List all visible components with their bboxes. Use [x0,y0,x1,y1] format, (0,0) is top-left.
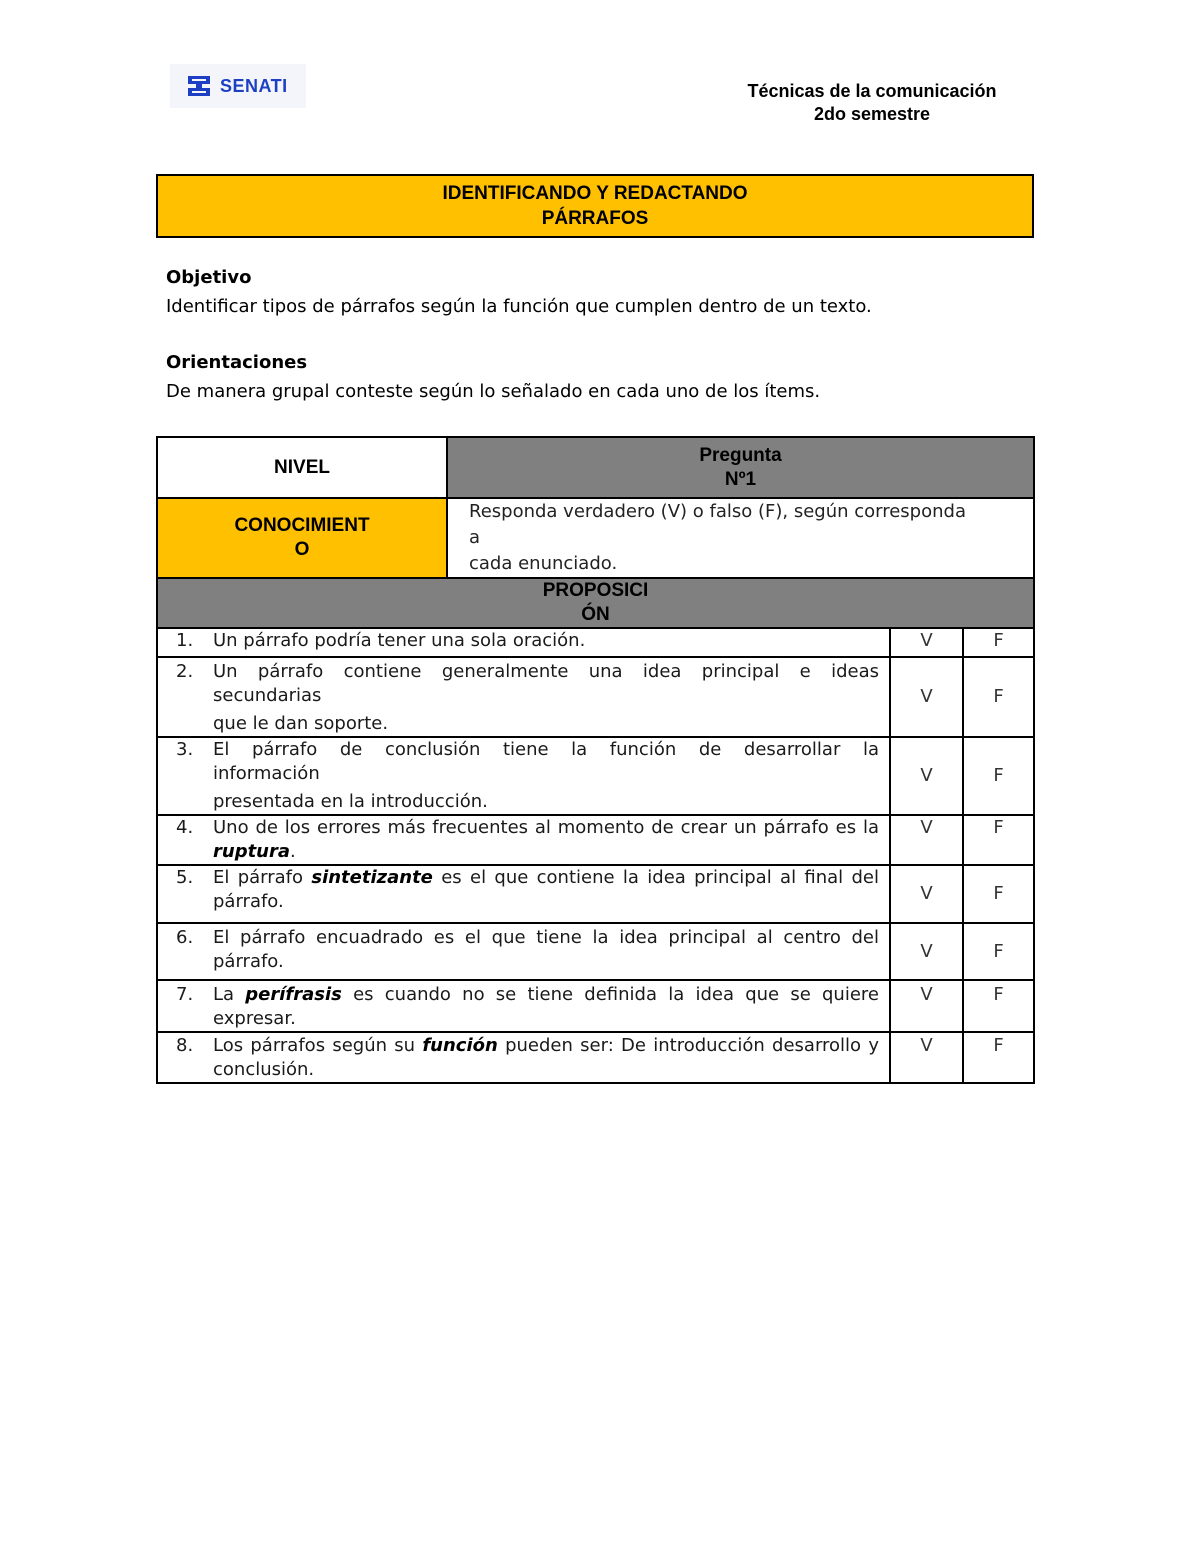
nivel-value-line-2: O [294,539,310,560]
orientations-text: De manera grupal conteste según lo señalado en cada uno de los ítems. [166,381,821,402]
table-row [157,657,1034,737]
false-option[interactable]: F [963,923,1034,980]
pregunta-label: Pregunta [699,444,782,466]
emphasized-term: sintetizante [311,867,433,888]
statement-text: El párrafo [213,867,312,888]
false-option[interactable]: F [963,865,1034,923]
proposicion-line-2: ÓN [581,604,610,625]
true-option[interactable]: V [890,737,963,815]
objective-text: Identificar tipos de párrafos según la función que cumplen dentro de un texto. [166,296,872,317]
item-number: 4. [176,817,194,838]
objective-heading: Objetivo [166,267,252,288]
true-option[interactable]: V [890,1032,963,1083]
proposicion-header [157,578,1034,628]
semester: 2do semestre [813,104,931,124]
false-option[interactable]: F [963,737,1034,815]
proposicion-row [157,578,1034,628]
item-number: 2. [176,661,194,682]
item-number: 6. [176,927,194,948]
table-row [157,923,1034,980]
statement-cell [157,923,890,980]
true-option[interactable]: V [890,980,963,1032]
table-row [157,980,1034,1032]
statement-text-end: . [290,841,296,862]
statement-text-end: es cuando no se tiene definida la idea que se quiere expresar. [213,984,879,1029]
orientations-section [166,350,820,405]
instruction-line-1: Responda verdadero (V) o falso (F), según corresponda [469,501,966,522]
nivel-value-line-1: CONOCIMIENT [234,515,370,536]
statement-text: Un párrafo podría tener una sola oración. [213,630,586,651]
emphasized-term: ruptura [213,841,291,862]
statement-text-end: es el que contiene la idea principal al final del párrafo. [213,867,880,912]
statement-cell [157,1032,890,1083]
senati-logo [170,64,306,108]
true-option[interactable]: V [890,657,963,737]
document-header [700,80,1044,126]
item-number: 7. [176,984,194,1005]
statement-text: La [213,984,246,1005]
table-row [157,815,1034,865]
pregunta-number: Nº1 [724,468,757,490]
item-number: 3. [176,739,194,760]
false-option[interactable]: F [963,657,1034,737]
statement-cell [157,980,890,1032]
false-option[interactable]: F [963,628,1034,657]
statement-line-1: El párrafo de conclusión tiene la función de desarrollar la [213,739,879,760]
statement-cell [157,657,890,737]
table-header-row [157,437,1034,498]
statement-cell [157,737,890,815]
statement-cell [157,865,890,923]
statement-text-end: pueden ser: De introducción desarrollo y conclusión. [213,1035,879,1080]
false-option[interactable]: F [963,815,1034,865]
senati-logo-icon [184,72,214,100]
statement-text: El párrafo encuadrado es el que tiene la idea principal al centro del párrafo. [213,927,879,972]
statement-cell [157,815,890,865]
false-option[interactable]: F [963,980,1034,1032]
pregunta-header [447,437,1034,498]
statement-line-2: información [213,763,320,784]
statement-cell [157,628,890,657]
true-option[interactable]: V [890,865,963,923]
table-row [157,737,1034,815]
true-option[interactable]: V [890,923,963,980]
instruction-line-2: a [469,527,481,548]
objective-section [166,265,872,320]
emphasized-term: función [422,1035,498,1056]
item-number: 1. [176,630,194,651]
course-title: Técnicas de la comunicación [747,81,997,101]
nivel-header: NIVEL [157,437,447,498]
instruction-cell [447,498,1034,578]
table-row [157,1032,1034,1083]
item-number: 8. [176,1035,194,1056]
emphasized-term: perífrasis [245,984,342,1005]
logo-text: SENATI [220,75,288,96]
title-line-2: PÁRRAFOS [541,208,649,229]
table-row [157,865,1034,923]
orientations-heading: Orientaciones [166,352,308,373]
table-row [157,628,1034,657]
title-line-1: IDENTIFICANDO Y REDACTANDO [442,183,748,204]
statement-line-3: que le dan soporte. [213,713,389,734]
true-option[interactable]: V [890,815,963,865]
statement-line-1: Un párrafo contiene generalmente una idea principal e ideas [213,661,879,682]
question-table [156,436,1035,1084]
nivel-value [157,498,447,578]
item-number: 5. [176,867,194,888]
statement-line-2: secundarias [213,685,322,706]
instruction-line-3: cada enunciado. [469,553,618,574]
instruction-row [157,498,1034,578]
true-option[interactable]: V [890,628,963,657]
statement-text: Uno de los errores más frecuentes al momento de crear un párrafo es la [213,817,879,838]
proposicion-line-1: PROPOSICI [542,580,649,601]
statement-text: Los párrafos según su [213,1035,423,1056]
page-title [156,174,1034,238]
false-option[interactable]: F [963,1032,1034,1083]
statement-line-3: presentada en la introducción. [213,791,488,812]
